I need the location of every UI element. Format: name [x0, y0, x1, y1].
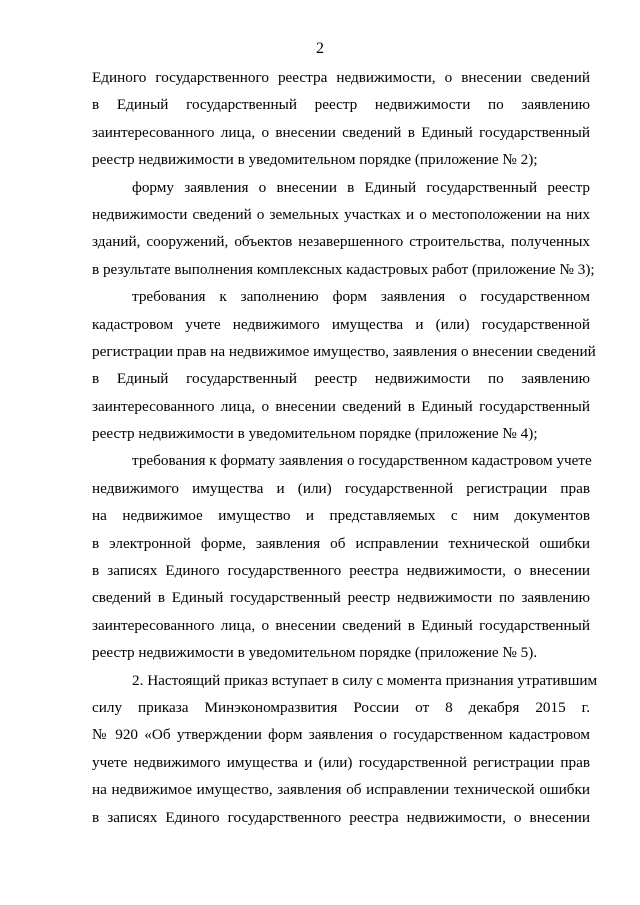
text-line: кадастровом учете недвижимого имущества и (или) государственной	[92, 315, 590, 333]
document-body	[92, 64, 598, 831]
text-line: сведений в Единый государственный реестр недвижимости по заявлению	[92, 589, 590, 607]
text-line: 2. Настоящий приказ вступает в силу с момента признания утратившим	[132, 671, 598, 689]
text-line: реестр недвижимости в уведомительном порядке (приложение № 2);	[92, 151, 538, 169]
text-line: заинтересованного лица, о внесении сведений в Единый государственный	[92, 123, 590, 141]
text-line: в результате выполнения комплексных кадастровых работ (приложение № 3);	[92, 260, 595, 278]
text-line: требования к заполнению форм заявления о государственном	[132, 288, 590, 306]
text-line: заинтересованного лица, о внесении сведений в Единый государственный	[92, 616, 590, 634]
text-line: реестр недвижимости в уведомительном порядке (приложение № 4);	[92, 425, 538, 443]
text-line: в записях Единого государственного реестра недвижимости, о внесении	[92, 562, 590, 580]
text-line: регистрации прав на недвижимое имущество, заявления о внесении сведений	[92, 342, 596, 360]
text-line: Единого государственного реестра недвижимости, о внесении сведений	[92, 69, 590, 86]
text-line: недвижимости сведений о земельных участках и о местоположении на них	[92, 205, 590, 223]
text-line: учете недвижимого имущества и (или) государственной регистрации прав	[92, 753, 590, 771]
text-line: зданий, сооружений, объектов незавершенного строительства, полученных	[92, 233, 590, 251]
page-number: 2	[316, 40, 324, 57]
text-line: в электронной форме, заявления об исправлении технической ошибки	[92, 534, 590, 552]
text-line: заинтересованного лица, о внесении сведений в Единый государственный	[92, 397, 590, 415]
text-line: в Единый государственный реестр недвижимости по заявлению	[92, 96, 590, 114]
text-line: № 920 «Об утверждении форм заявления о государственном кадастровом	[92, 726, 590, 744]
text-line: в записях Единого государственного реестра недвижимости, о внесении	[92, 808, 590, 826]
text-line: форму заявления о внесении в Единый государственный реестр	[132, 178, 590, 196]
text-line: в Единый государственный реестр недвижимости по заявлению	[92, 370, 590, 388]
text-line: на недвижимое имущество и представляемых с ним документов	[92, 507, 590, 525]
text-line: недвижимого имущества и (или) государственной регистрации прав	[92, 479, 590, 497]
text-line: на недвижимое имущество, заявления об исправлении технической ошибки	[92, 781, 590, 799]
text-line: силу приказа Минэкономразвития России от 8 декабря 2015 г.	[92, 698, 590, 716]
text-line: реестр недвижимости в уведомительном порядке (приложение № 5).	[92, 644, 538, 662]
text-line: требования к формату заявления о государственном кадастровом учете	[132, 452, 592, 470]
